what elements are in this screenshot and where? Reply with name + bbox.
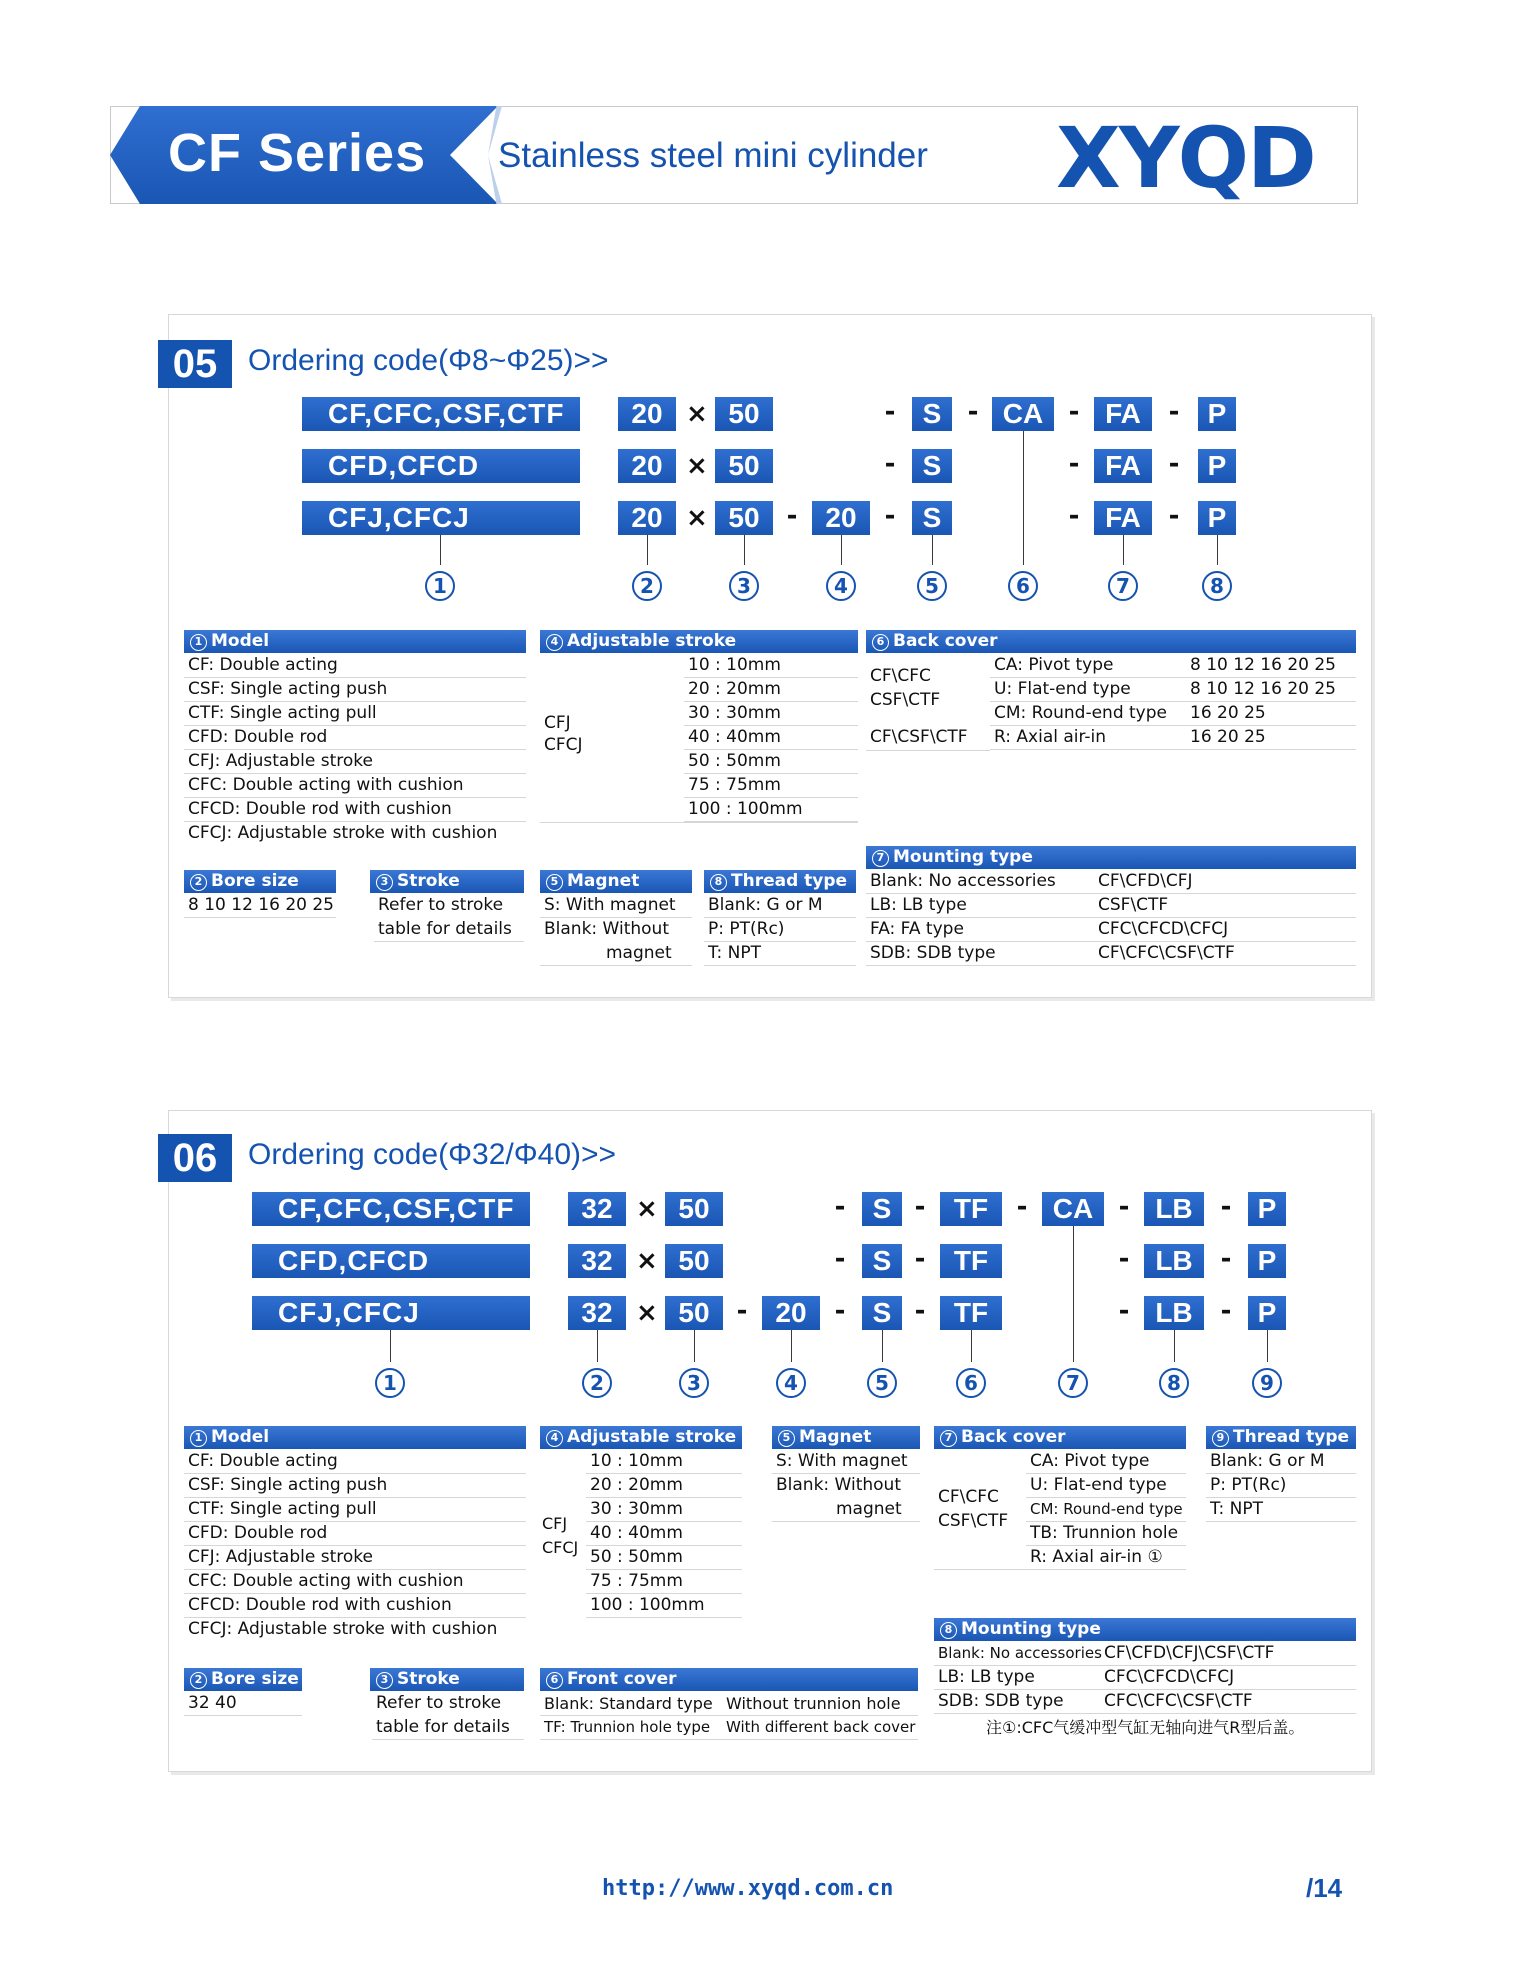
leader-line (1073, 1226, 1074, 1362)
list-item: T: NPT (1206, 1498, 1356, 1522)
list-item: CFCD: Double rod with cushion (184, 798, 526, 822)
bore-box: 32 (568, 1296, 626, 1330)
divider (866, 750, 990, 751)
list-item: U: Flat-end type (990, 678, 1186, 702)
list-item: U: Flat-end type (1026, 1474, 1186, 1498)
list-item: 100 : 100mm (684, 798, 858, 822)
callout-3: 3 (729, 571, 759, 601)
list-item: 75 : 75mm (586, 1570, 742, 1594)
list-item: Blank: Standard type (540, 1692, 722, 1716)
magnet-box: S (862, 1192, 902, 1226)
list-item: SDB: SDB type (866, 942, 1094, 966)
bore-size-value: 8 10 12 16 20 25 (184, 894, 336, 918)
divider (540, 822, 858, 823)
list-item: 20 : 20mm (684, 678, 858, 702)
list-item: 50 : 50mm (586, 1546, 742, 1570)
model-box: CFJ,CFCJ (302, 501, 580, 535)
thread-type-header: 9 Thread type (1206, 1426, 1356, 1449)
stroke-box: 50 (715, 501, 773, 535)
leader-line (597, 1330, 598, 1362)
thread-box: P (1198, 397, 1236, 431)
list-item: SDB: SDB type (934, 1690, 1100, 1714)
back-cover-header: 7 Back cover (934, 1426, 1186, 1449)
list-item: S: With magnet (540, 894, 692, 918)
list-item: CSF\CTF (1094, 894, 1356, 918)
stroke-box: 50 (665, 1244, 723, 1278)
list-item: CFJ: Adjustable stroke (184, 750, 526, 774)
callout-7: 7 (1108, 571, 1138, 601)
adjustable-model: CFCJ (542, 1538, 579, 1557)
list-item: CSF: Single acting push (184, 1474, 526, 1498)
leader-line (932, 535, 933, 565)
magnet-header: 5 Magnet (540, 870, 692, 893)
list-item: CM: Round-end type (1026, 1498, 1186, 1522)
dash: - (884, 501, 896, 531)
list-item: CF\CFC\CSF\CTF (1094, 942, 1356, 966)
magnet-header: 5 Magnet (772, 1426, 920, 1449)
list-item: P: PT(Rc) (704, 918, 856, 942)
dash: - (736, 1296, 748, 1326)
list-item: 75 : 75mm (684, 774, 858, 798)
magnet-box: S (912, 449, 952, 483)
list-item: CFJ: Adjustable stroke (184, 1546, 526, 1570)
callout-2: 2 (632, 571, 662, 601)
bore-box: 20 (618, 397, 676, 431)
mounting-box: LB (1144, 1244, 1204, 1278)
thread-box: P (1248, 1296, 1286, 1330)
times-sign: × (636, 1246, 658, 1276)
list-item: CFC: Double acting with cushion (184, 1570, 526, 1594)
leader-line (971, 1330, 972, 1362)
model-table-header: 1 Model (184, 1426, 526, 1449)
stroke-box: 50 (715, 449, 773, 483)
list-item: P: PT(Rc) (1206, 1474, 1356, 1498)
list-item: R: Axial air-in (990, 726, 1186, 750)
list-item: Blank: No accessories (866, 870, 1094, 894)
model-box: CF,CFC,CSF,CTF (302, 397, 580, 431)
stroke-box: 50 (665, 1296, 723, 1330)
section-05-title: Ordering code(Φ8~Φ25)>> (248, 344, 609, 377)
callout-9: 9 (1252, 1368, 1282, 1398)
list-item: LB: LB type (934, 1666, 1100, 1690)
dash: - (1068, 501, 1080, 531)
leader-line (390, 1330, 391, 1362)
section-05-number: 05 (158, 340, 232, 388)
list-item: CFC\CFCD\CFCJ (1100, 1666, 1356, 1690)
callout-4: 4 (776, 1368, 806, 1398)
callout-5: 5 (867, 1368, 897, 1398)
dash: - (1220, 1244, 1232, 1274)
stroke-note: Refer to stroke (376, 1693, 502, 1713)
model-box: CF,CFC,CSF,CTF (252, 1192, 530, 1226)
adjustable-models: CFJ CFCJ (544, 713, 583, 755)
list-item: CFC\CFCD\CFCJ (1094, 918, 1356, 942)
mounting-type-header: 7 Mounting type (866, 846, 1356, 869)
stroke-note: Refer to stroke (378, 895, 504, 915)
list-item: 40 : 40mm (586, 1522, 742, 1546)
leader-line (744, 535, 745, 565)
back-cover-box: CA (992, 397, 1054, 431)
callout-1: 1 (425, 571, 455, 601)
leader-line (791, 1330, 792, 1362)
dash: - (1168, 397, 1180, 427)
stroke-note: table for details (372, 1716, 524, 1740)
list-item: Without trunnion hole (722, 1692, 918, 1716)
leader-line (694, 1330, 695, 1362)
bore-size-value: 32 40 (184, 1692, 302, 1716)
magnet-box: S (912, 397, 952, 431)
list-item: 50 : 50mm (684, 750, 858, 774)
list-item: With different back cover (722, 1716, 918, 1740)
list-item: 30 : 30mm (586, 1498, 742, 1522)
back-cover-group-1: CF\CFC CSF\CTF (870, 666, 941, 710)
leader-line (647, 535, 648, 565)
list-item: TB: Trunnion hole (1026, 1522, 1186, 1546)
list-item: 30 : 30mm (684, 702, 858, 726)
list-item: 10 : 10mm (684, 654, 858, 678)
dash: - (1118, 1244, 1130, 1274)
list-item: CFD: Double rod (184, 726, 526, 750)
back-cover-model: CF\CFC (938, 1487, 999, 1507)
mounting-box: LB (1144, 1296, 1204, 1330)
list-item: T: NPT (704, 942, 856, 966)
dash: - (914, 1192, 926, 1222)
footnote: 注①:CFC气缓冲型气缸无轴向进气R型后盖。 (986, 1718, 1305, 1737)
back-cover-model: CSF\CTF (938, 1511, 1009, 1531)
mounting-box: LB (1144, 1192, 1204, 1226)
callout-7: 7 (1058, 1368, 1088, 1398)
list-item: 100 : 100mm (586, 1594, 742, 1618)
thread-type-header: 8 Thread type (704, 870, 856, 893)
dash: - (1220, 1296, 1232, 1326)
list-item: magnet (540, 942, 692, 966)
back-cover-header: 6 Back cover (866, 630, 1356, 653)
bore-box: 32 (568, 1244, 626, 1278)
list-item: 16 20 25 (1186, 726, 1356, 750)
dash: - (1220, 1192, 1232, 1222)
stroke-box: 50 (715, 397, 773, 431)
model-box: CFD,CFCD (302, 449, 580, 483)
series-subtitle: Stainless steel mini cylinder (498, 136, 928, 175)
divider (934, 1569, 1026, 1570)
dash: - (1168, 449, 1180, 479)
list-item: Blank: G or M (1206, 1450, 1356, 1474)
list-item: CF\CFD\CFJ\CSF\CTF (1100, 1642, 1356, 1666)
dash: - (1168, 501, 1180, 531)
thread-box: P (1198, 449, 1236, 483)
callout-8: 8 (1202, 571, 1232, 601)
dash: - (914, 1244, 926, 1274)
stroke-note: table for details (374, 918, 524, 942)
list-item: CTF: Single acting pull (184, 1498, 526, 1522)
front-cover-box: TF (940, 1296, 1002, 1330)
list-item: S: With magnet (772, 1450, 920, 1474)
bore-size-header: 2 Bore size (184, 870, 336, 893)
website-link[interactable]: http://www.xyqd.com.cn (602, 1876, 894, 1901)
model-table-header: 1 Model (184, 630, 526, 653)
adjustable-model: CFJ (542, 1514, 568, 1533)
stroke-header: 3 Stroke (370, 1668, 524, 1691)
list-item: Blank: Without (776, 1475, 901, 1495)
thread-box: P (1248, 1192, 1286, 1226)
dash: - (967, 397, 979, 427)
dash: - (1068, 449, 1080, 479)
dash: - (834, 1296, 846, 1326)
list-item: CFCJ: Adjustable stroke with cushion (188, 1619, 498, 1639)
times-sign: × (636, 1298, 658, 1328)
series-title: CF Series (168, 123, 427, 183)
list-item: 8 10 12 16 20 25 (1186, 654, 1356, 678)
mounting-type-header: 8 Mounting type (934, 1618, 1356, 1641)
list-item: CM: Round-end type (990, 702, 1186, 726)
list-item: CA: Pivot type (990, 654, 1186, 678)
list-item: FA: FA type (866, 918, 1094, 942)
back-cover-group-2: CF\CSF\CTF (870, 727, 968, 747)
thread-box: P (1248, 1244, 1286, 1278)
magnet-box: S (862, 1296, 902, 1330)
list-item: CFC: Double acting with cushion (184, 774, 526, 798)
list-item: CFCJ: Adjustable stroke with cushion (188, 823, 498, 843)
mounting-box: FA (1094, 449, 1152, 483)
front-cover-header: 6 Front cover (540, 1668, 918, 1691)
leader-line (1217, 535, 1218, 565)
callout-8: 8 (1159, 1368, 1189, 1398)
dash: - (1068, 397, 1080, 427)
mounting-box: FA (1094, 501, 1152, 535)
list-item: CSF: Single acting push (184, 678, 526, 702)
list-item: CF: Double acting (184, 654, 526, 678)
bore-box: 20 (618, 449, 676, 483)
dash: - (834, 1244, 846, 1274)
front-cover-box: TF (940, 1244, 1002, 1278)
dash: - (1016, 1192, 1028, 1222)
callout-2: 2 (582, 1368, 612, 1398)
list-item: 20 : 20mm (586, 1474, 742, 1498)
dash: - (884, 397, 896, 427)
mounting-box: FA (1094, 397, 1152, 431)
stroke-header: 3 Stroke (370, 870, 524, 893)
back-cover-box: CA (1042, 1192, 1104, 1226)
stroke-box: 50 (665, 1192, 723, 1226)
adjustable-stroke-header: 4 Adjustable stroke (540, 630, 858, 653)
callout-3: 3 (679, 1368, 709, 1398)
list-item: 8 10 12 16 20 25 (1186, 678, 1356, 702)
magnet-box: S (862, 1244, 902, 1278)
leader-line (1023, 431, 1024, 565)
dash: - (786, 501, 798, 531)
dash: - (1118, 1192, 1130, 1222)
callout-1: 1 (375, 1368, 405, 1398)
leader-line (841, 535, 842, 565)
list-item: 10 : 10mm (586, 1450, 742, 1474)
callout-6: 6 (1008, 571, 1038, 601)
callout-6: 6 (956, 1368, 986, 1398)
list-item: Blank: Without (544, 919, 669, 939)
list-item: CF\CFD\CFJ (1094, 870, 1356, 894)
times-sign: × (636, 1194, 658, 1224)
list-item: LB: LB type (866, 894, 1094, 918)
section-06-number: 06 (158, 1134, 232, 1182)
model-box: CFD,CFCD (252, 1244, 530, 1278)
list-item: 40 : 40mm (684, 726, 858, 750)
leader-line (1267, 1330, 1268, 1362)
bore-box: 32 (568, 1192, 626, 1226)
dash: - (1118, 1296, 1130, 1326)
brand-logo: XYQD (1056, 109, 1315, 207)
times-sign: × (686, 451, 708, 481)
callout-5: 5 (917, 571, 947, 601)
bore-size-header: 2 Bore size (184, 1668, 302, 1691)
list-item: TF: Trunnion hole type (540, 1716, 722, 1740)
list-item: magnet (772, 1498, 920, 1522)
magnet-box: S (912, 501, 952, 535)
adjustable-stroke-box: 20 (812, 501, 870, 535)
leader-line (440, 535, 441, 565)
list-item: CFD: Double rod (184, 1522, 526, 1546)
callout-4: 4 (826, 571, 856, 601)
list-item: R: Axial air-in ① (1026, 1546, 1186, 1570)
dash: - (914, 1296, 926, 1326)
section-06-title: Ordering code(Φ32/Φ40)>> (248, 1138, 617, 1171)
leader-line (882, 1330, 883, 1362)
times-sign: × (686, 503, 708, 533)
list-item: CFCD: Double rod with cushion (184, 1594, 526, 1618)
list-item: Blank: No accessories (934, 1642, 1100, 1666)
list-item: CTF: Single acting pull (184, 702, 526, 726)
dash: - (834, 1192, 846, 1222)
list-item: 16 20 25 (1186, 702, 1356, 726)
adjustable-stroke-header: 4 Adjustable stroke (540, 1426, 742, 1449)
list-item: CA: Pivot type (1026, 1450, 1186, 1474)
page-number: /14 (1306, 1873, 1343, 1903)
model-box: CFJ,CFCJ (252, 1296, 530, 1330)
bore-box: 20 (618, 501, 676, 535)
dash: - (884, 449, 896, 479)
leader-line (1123, 535, 1124, 565)
list-item: CF: Double acting (184, 1450, 526, 1474)
leader-line (1174, 1330, 1175, 1362)
adjustable-stroke-box: 20 (762, 1296, 820, 1330)
list-item: Blank: G or M (704, 894, 856, 918)
front-cover-box: TF (940, 1192, 1002, 1226)
times-sign: × (686, 399, 708, 429)
list-item: CFC\CFC\CSF\CTF (1100, 1690, 1356, 1714)
thread-box: P (1198, 501, 1236, 535)
